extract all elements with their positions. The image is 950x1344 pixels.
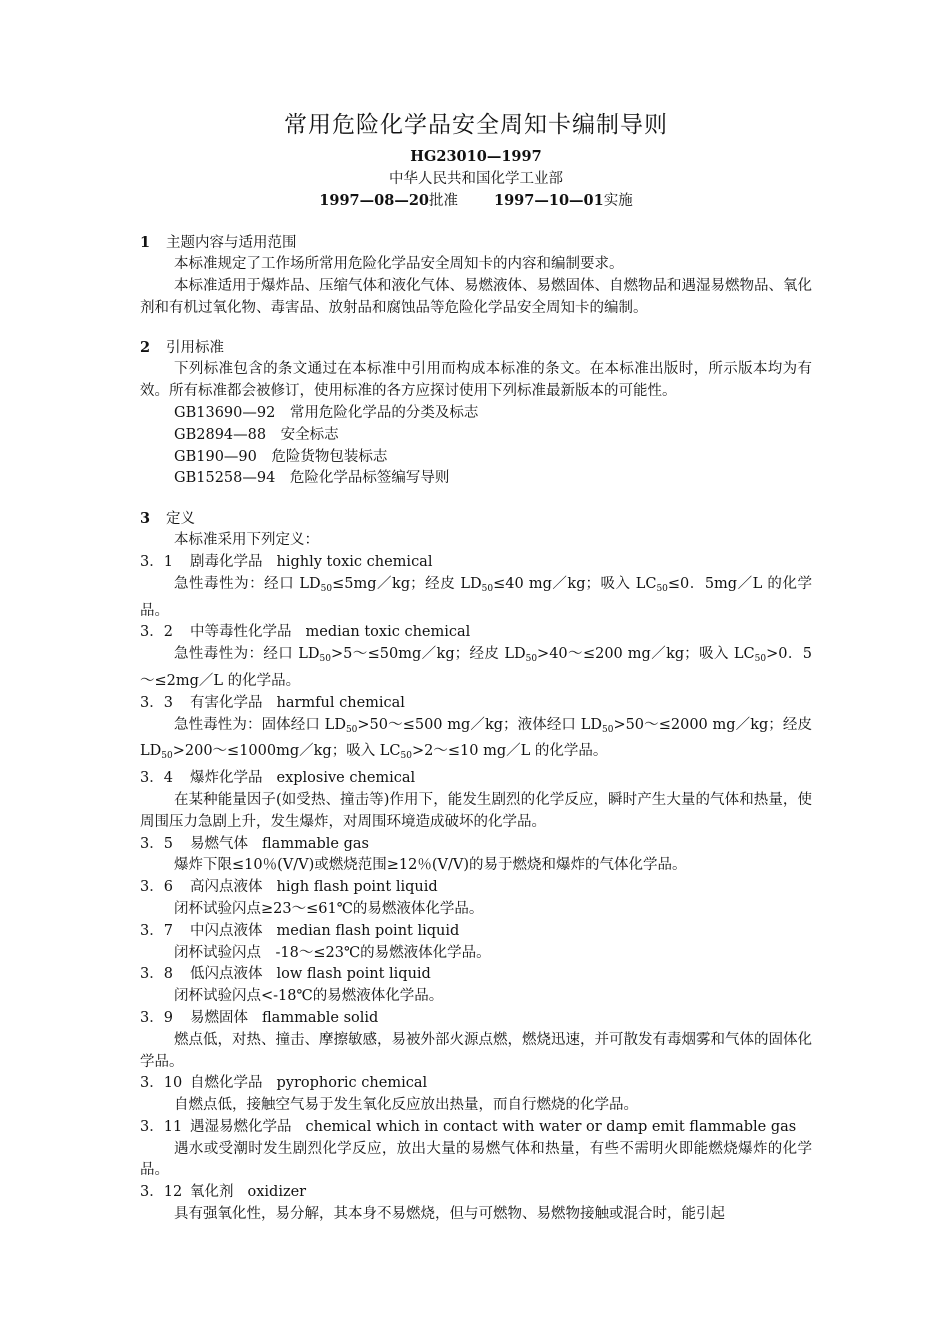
paragraph: 本标准适用于爆炸品、压缩气体和液化气体、易燃液体、易燃固体、自燃物品和遇湿易燃物品、氧化剂和有机过氧化物、毒害品、放射品和腐蚀品等危险化学品安全周知卡的编制。 <box>140 277 812 316</box>
definition-number: 3．7 <box>140 922 173 939</box>
definition-heading <box>140 622 812 644</box>
section-heading <box>140 508 812 530</box>
text-run: ≤0．5mg／L 的化学品。 <box>140 575 812 619</box>
subscript: 50 <box>161 751 173 762</box>
text-run: >40～≤200 mg／kg；吸入 LC <box>537 646 755 663</box>
reference-code: GB15258—94 <box>174 470 276 487</box>
document-page <box>140 108 812 1226</box>
subscript: 50 <box>481 583 494 594</box>
definition-term-en: median toxic chemical <box>305 624 471 641</box>
reference-item <box>140 447 812 469</box>
definition-text: 爆炸下限≤10％(V/V)或燃烧范围≥12％(V/V)的易于燃烧和爆炸的气体化学品。 <box>174 857 687 874</box>
definition-term-en: explosive chemical <box>276 770 416 787</box>
definition-term-en: pyrophoric chemical <box>276 1075 428 1092</box>
reference-item <box>140 403 812 425</box>
reference-name: 危险货物包装标志 <box>271 448 388 465</box>
definition-number: 3．10 <box>140 1075 183 1092</box>
definition-number: 3．12 <box>140 1184 183 1201</box>
definition-term-en: flammable solid <box>262 1009 379 1026</box>
text-run: 急性毒性为：经口 LD <box>174 646 320 663</box>
reference-item <box>140 468 812 490</box>
reference-name: 常用危险化学品的分类及标志 <box>289 404 479 421</box>
definition-number: 3．9 <box>140 1009 173 1026</box>
text-run: ≤40 mg／kg；吸入 LC <box>493 575 657 592</box>
definition-term-en: flammable gas <box>262 835 369 852</box>
text-run: >0．5～≤2mg／L 的化学品。 <box>140 646 812 689</box>
section-number: 2 <box>140 339 151 357</box>
definition-term-zh: 易燃气体 <box>190 835 248 852</box>
definition-heading <box>140 921 812 943</box>
definition-term-zh: 中等毒性化学品 <box>190 624 292 641</box>
text-run: >200～≤1000mg／kg；吸入 LC <box>172 743 401 760</box>
text-run: >50～≤2000 mg／kg；经皮 LD <box>140 716 812 760</box>
section-1 <box>140 232 812 319</box>
section-heading <box>140 337 812 359</box>
section-number: 3 <box>140 510 151 528</box>
definition-term-zh: 有害化学品 <box>190 694 263 711</box>
text-run: >5～≤50mg／kg；经皮 LD <box>330 646 526 663</box>
definition-text <box>140 715 812 769</box>
definition-term-en: median flash point liquid <box>276 922 460 939</box>
text-run: 急性毒性为：固体经口 LD <box>174 716 346 733</box>
definition-heading <box>140 964 812 986</box>
definition-term-zh: 中闪点液体 <box>190 922 263 939</box>
definition-number: 3．2 <box>140 624 173 641</box>
definition-heading <box>140 834 812 856</box>
definition-term-zh: 高闪点液体 <box>190 879 263 896</box>
definition-term-en: highly toxic chemical <box>276 553 433 570</box>
section-3 <box>140 508 812 1226</box>
definition-number: 3．8 <box>140 966 173 983</box>
definition-number: 3．3 <box>140 694 173 711</box>
dates-line <box>140 190 812 212</box>
definition-heading <box>140 1008 812 1030</box>
subscript: 50 <box>345 724 358 735</box>
subscript: 50 <box>601 724 614 735</box>
subscript: 50 <box>320 583 333 594</box>
effective-label: 实施 <box>603 193 633 209</box>
definition-text: 遇水或受潮时发生剧烈化学反应，放出大量的易燃气体和热量，有些不需明火即能燃烧爆炸的化学品。 <box>140 1140 812 1179</box>
definition-text: 在某种能量因子(如受热、撞击等)作用下，能发生剧烈的化学反应，瞬时产生大量的气体和热量，使周围压力急剧上升，发生爆炸，对周围环境造成破坏的化学品。 <box>140 791 812 830</box>
section-2 <box>140 337 812 490</box>
effective-date: 1997—10—01 <box>494 192 604 209</box>
definition-heading <box>140 877 812 899</box>
section-title: 定义 <box>166 511 195 528</box>
definition-text: 闭杯试验闪点<-18℃的易燃液体化学品。 <box>174 988 444 1005</box>
definition-text: 燃点低，对热、撞击、摩擦敏感，易被外部火源点燃，燃烧迅速，并可散发有毒烟雾和气体的固体化学品。 <box>140 1031 812 1070</box>
definition-text <box>140 644 812 693</box>
definition-text <box>140 574 812 623</box>
definition-number: 3．4 <box>140 770 173 787</box>
text-run: 急性毒性为：经口 LD <box>174 575 321 592</box>
section-heading <box>140 232 812 254</box>
definition-term-zh: 氧化剂 <box>190 1184 234 1201</box>
definition-term-en: oxidizer <box>247 1184 307 1201</box>
reference-name: 安全标志 <box>280 426 339 443</box>
approve-label: 批准 <box>429 193 458 209</box>
definition-number: 3．6 <box>140 879 173 896</box>
definition-term-zh: 爆炸化学品 <box>190 770 263 787</box>
text-run: ≤5mg／kg；经皮 LD <box>332 575 482 592</box>
definition-term-zh: 自燃化学品 <box>190 1075 263 1092</box>
definition-term-en: harmful chemical <box>276 694 405 711</box>
subscript: 50 <box>656 583 668 594</box>
subscript: 50 <box>319 654 331 665</box>
reference-code: GB190—90 <box>174 448 257 465</box>
definition-text: 自燃点低，接触空气易于发生氧化反应放出热量，而自行燃烧的化学品。 <box>174 1097 638 1114</box>
paragraph: 下列标准包含的条文通过在本标准中引用而构成本标准的条文。在本标准出版时，所示版本均为有效。所有标准都会被修订，使用标准的各方应探讨使用下列标准最新版本的可能性。 <box>140 361 812 400</box>
text-run: >50～≤500 mg／kg；液体经口 LD <box>357 716 602 733</box>
definition-heading <box>140 1182 812 1204</box>
subscript: 50 <box>754 654 767 665</box>
definition-heading <box>140 552 812 574</box>
definition-heading <box>140 1073 812 1095</box>
definition-heading <box>140 693 812 715</box>
issuer: 中华人民共和国化学工业部 <box>389 171 563 187</box>
definition-term-zh: 易燃固体 <box>190 1009 248 1026</box>
standard-code: HG23010—1997 <box>410 148 542 165</box>
section-number: 1 <box>140 234 151 251</box>
definition-text: 闭杯试验闪点≥23～≤61℃的易燃液体化学品。 <box>174 900 484 917</box>
subscript: 50 <box>525 654 538 665</box>
reference-code: GB2894—88 <box>174 426 267 443</box>
definition-heading <box>140 1117 812 1139</box>
reference-code: GB13690—92 <box>174 404 276 421</box>
definition-number: 3．5 <box>140 835 173 852</box>
definition-number: 3．1 <box>140 553 173 570</box>
approve-date: 1997—08—20 <box>319 192 429 209</box>
paragraph: 本标准采用下列定义： <box>174 532 319 549</box>
reference-name: 危险化学品标签编写导则 <box>289 470 450 487</box>
paragraph: 本标准规定了工作场所常用危险化学品安全周知卡的内容和编制要求。 <box>174 256 624 272</box>
definition-term-en: high flash point liquid <box>276 879 438 896</box>
definition-term-en: chemical which in contact with water or damp emit flammable gas <box>305 1118 797 1135</box>
definition-term-zh: 遇湿易燃化学品 <box>190 1118 292 1135</box>
definition-text: 闭杯试验闪点 -18～≤23℃的易燃液体化学品。 <box>174 944 491 961</box>
text-run: >2～≤10 mg／L 的化学品。 <box>411 743 608 760</box>
definition-text: 具有强氧化性，易分解，其本身不易燃烧，但与可燃物、易燃物接触或混合时，能引起 <box>174 1206 725 1223</box>
section-title: 引用标准 <box>166 340 224 357</box>
definition-number: 3．11 <box>140 1118 183 1135</box>
subscript: 50 <box>400 751 412 762</box>
definition-term-zh: 剧毒化学品 <box>190 553 263 570</box>
definition-term-en: low flash point liquid <box>276 966 431 983</box>
definition-heading <box>140 768 812 790</box>
section-title: 主题内容与适用范围 <box>166 235 297 251</box>
definition-term-zh: 低闪点液体 <box>190 966 263 983</box>
reference-item <box>140 425 812 447</box>
page-title: 常用危险化学品安全周知卡编制导则 <box>284 112 668 138</box>
